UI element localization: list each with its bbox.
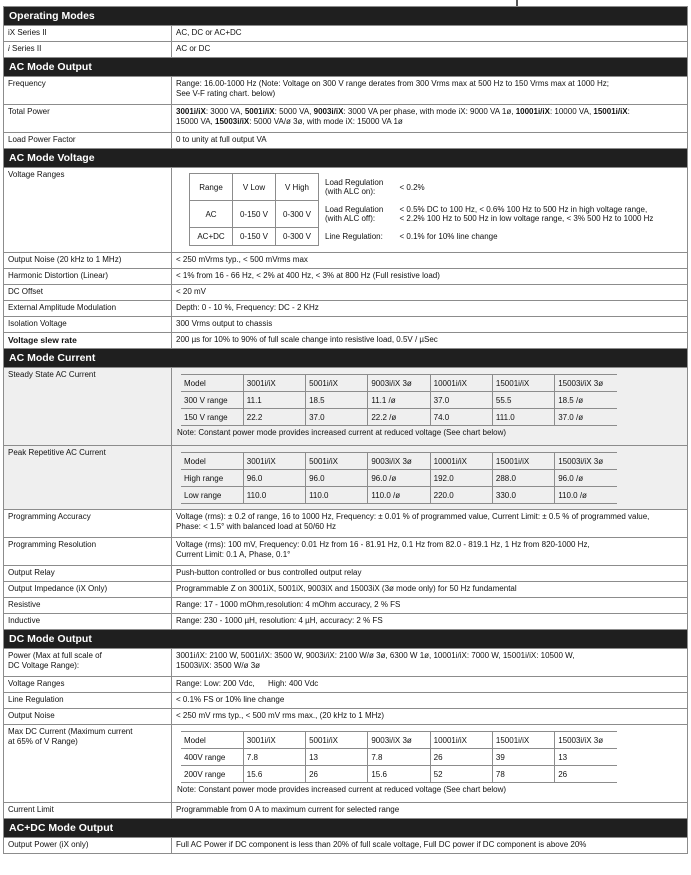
table-row: Model 3001i/iX 5001i/iX 9003i/iX 3ø 10001i/iX 15001i/iX 15003i/iX 3ø	[181, 732, 617, 749]
row-dc-power: Power (Max at full scale of DC Voltage Range): 3001i/iX: 2100 W, 5001i/iX: 3500 W, 9003i/iX: 2100 W/ø 3ø, 6300 W 1ø, 10001i/iX: 7000 W, 15001i/iX: 10500 W, 15003i/iX: 3500 W/ø 3ø	[4, 649, 688, 677]
row-output-noise: Output Noise (20 kHz to 1 MHz) < 250 mVrms typ., < 500 mVrms max	[4, 253, 688, 269]
row-dc-voltage-ranges: Voltage Ranges Range: Low: 200 Vdc, High: 400 Vdc	[4, 677, 688, 693]
row-dc-offset: DC Offset < 20 mV	[4, 285, 688, 301]
row-ix-series: iX Series II AC, DC or AC+DC	[4, 26, 688, 42]
section-dc-mode-output: DC Mode Output	[4, 630, 688, 649]
row-acdc-output-power: Output Power (iX only) Full AC Power if DC component is less than 20% of full scale voltage, Full DC power if DC component is above 20%	[4, 838, 688, 854]
dc-current-table	[181, 731, 617, 783]
section-acdc-mode-output: AC+DC Mode Output	[4, 819, 688, 838]
table-row: Model 3001i/iX 5001i/iX 9003i/iX 3ø 10001i/iX 15001i/iX 15003i/iX 3ø	[181, 375, 617, 392]
section-ac-mode-output: AC Mode Output	[4, 58, 688, 77]
row-total-power: Total Power 3001i/iX: 3000 VA, 5001i/iX: 5000 VA, 9003i/iX: 3000 VA per phase, with mode iX: 9000 VA 1ø, 10001i/iX: 10000 VA, 15001i/iX: 15000 VA, 15003i/iX: 5000 VA/ø 3ø, with mode iX: 15000 VA 1ø	[4, 105, 688, 133]
table-row: 150 V range 22.2 37.0 22.2 /ø 74.0 111.0 37.0 /ø	[181, 409, 617, 426]
table-row: Low range 110.0 110.0 110.0 /ø 220.0 330.0 110.0 /ø	[181, 487, 617, 504]
row-i-series: i Series II AC or DC	[4, 42, 688, 58]
table-row: Model 3001i/iX 5001i/iX 9003i/iX 3ø 10001i/iX 15001i/iX 15003i/iX 3ø	[181, 453, 617, 470]
row-harmonic-distortion: Harmonic Distortion (Linear) < 1% from 16 - 66 Hz, < 2% at 400 Hz, < 3% at 800 Hz (Full resistive load)	[4, 269, 688, 285]
row-isolation-voltage: Isolation Voltage 300 Vrms output to chassis	[4, 317, 688, 333]
table-row: 200V range 15.6 26 15.6 52 78 26	[181, 766, 617, 783]
row-frequency: Frequency Range: 16.00-1000 Hz (Note: Voltage on 300 V range derates from 300 Vrms max at 500 Hz to 150 Vrms max at 1000 Hz; See V-F rating chart. below)	[4, 77, 688, 105]
row-voltage-ranges: Voltage Ranges Range V Low V High Load Regulation (with ALC on): < 0.2% AC 0-150 V 0-300 V Load Regulation (with ALC off): < 0.5% DC to 100 Hz, < 0.6% 100 Hz to 500 Hz in high voltage range, < 2.2% 100 Hz to 500 Hz in low voltage range, < 3% 500 Hz to 1000 Hz AC+DC 0-150 V 0-300 V Line Regulation: < 0.1% for 10% line change	[4, 168, 688, 253]
row-programming-accuracy: Programming Accuracy Voltage (rms): ± 0.2 of range, 16 to 1000 Hz, Frequency: ± 0.01 % of programmed value, Current Limit: ± 0.5 % of programmed value, Phase: < 1.5° with balanced load at 50/60 Hz	[4, 510, 688, 538]
row-inductive: Inductive Range: 230 - 1000 µH, resolution: 4 µH, accuracy: 2 % FS	[4, 614, 688, 630]
voltage-range-table: Range V Low V High Load Regulation (with ALC on): < 0.2% AC 0-150 V 0-300 V Load Regulation (with ALC off): < 0.5% DC to 100 Hz, < 0.6% 100 Hz to 500 Hz in high voltage range, < 2.2% 100 Hz to 500 Hz in low voltage range, < 3% 500 Hz to 1000 Hz AC+DC 0-150 V 0-300 V Line Regulation: < 0.1% for 10% line change	[189, 173, 657, 246]
table-row: High range 96.0 96.0 96.0 /ø 192.0 288.0 96.0 /ø	[181, 470, 617, 487]
row-load-power-factor: Load Power Factor 0 to unity at full output VA	[4, 133, 688, 149]
table-row: 400V range 7.8 13 7.8 26 39 13	[181, 749, 617, 766]
row-steady-state-current: Steady State AC Current Model 3001i/iX 5001i/iX 9003i/iX 3ø 10001i/iX 15001i/iX 15003i/iX 3ø 300 V range 11.1 18.5 11.1 /ø 37.0 55.5 18.5 /ø 150 V range 22.2 37.0 22.2 /ø 74.0 111.0 37.0 /ø Note: Constant power mode provides increased current at reduced voltage (See chart below)	[4, 368, 688, 446]
row-peak-repetitive-current: Peak Repetitive AC Current Model 3001i/iX 5001i/iX 9003i/iX 3ø 10001i/iX 15001i/iX 15003i/iX 3ø High range 96.0 96.0 96.0 /ø 192.0 288.0 96.0 /ø Low range 110.0 110.0 110.0 /ø 220.0 330.0 110.0 /ø	[4, 446, 688, 510]
row-output-impedance: Output Impedance (iX Only) Programmable Z on 3001iX, 5001iX, 9003iX and 15003iX (3ø mode only) for 50 Hz fundamental	[4, 582, 688, 598]
peak-current-table	[181, 452, 617, 504]
row-max-dc-current: Max DC Current (Maximum current at 65% of V Range) Model 3001i/iX 5001i/iX 9003i/iX 3ø 10001i/iX 15001i/iX 15003i/iX 3ø 400V range 7.8 13 7.8 26 39 13 200V range 15.6 26 15.6 52 78 26 Note: Constant power mode provides increased current at reduced voltage (See chart below)	[4, 725, 688, 803]
row-output-relay: Output Relay Push-button controlled or bus controlled output relay	[4, 566, 688, 582]
row-voltage-slew-rate: Voltage slew rate 200 µs for 10% to 90% of full scale change into resistive load, 0.5V / µSec	[4, 333, 688, 349]
section-ac-mode-current: AC Mode Current	[4, 349, 688, 368]
row-resistive: Resistive Range: 17 - 1000 mOhm,resolution: 4 mOhm accuracy, 2 % FS	[4, 598, 688, 614]
table-row: 300 V range 11.1 18.5 11.1 /ø 37.0 55.5 18.5 /ø	[181, 392, 617, 409]
row-current-limit: Current Limit Programmable from 0 A to maximum current for selected range	[4, 803, 688, 819]
specifications-table	[3, 6, 688, 854]
row-programming-resolution: Programming Resolution Voltage (rms): 100 mV, Frequency: 0.01 Hz from 16 - 81.91 Hz, 0.1 Hz from 82.0 - 819.1 Hz, 1 Hz from 820-1000 Hz, Current Limit: 0.1 A, Phase, 0.1°	[4, 538, 688, 566]
row-external-am: External Amplitude Modulation Depth: 0 - 10 %, Frequency: DC - 2 KHz	[4, 301, 688, 317]
section-operating-modes: Operating Modes	[4, 7, 688, 26]
section-ac-mode-voltage: AC Mode Voltage	[4, 149, 688, 168]
steady-state-current-table	[181, 374, 617, 426]
row-dc-output-noise: Output Noise < 250 mV rms typ., < 500 mV rms max., (20 kHz to 1 MHz)	[4, 709, 688, 725]
row-line-regulation: Line Regulation < 0.1% FS or 10% line change	[4, 693, 688, 709]
